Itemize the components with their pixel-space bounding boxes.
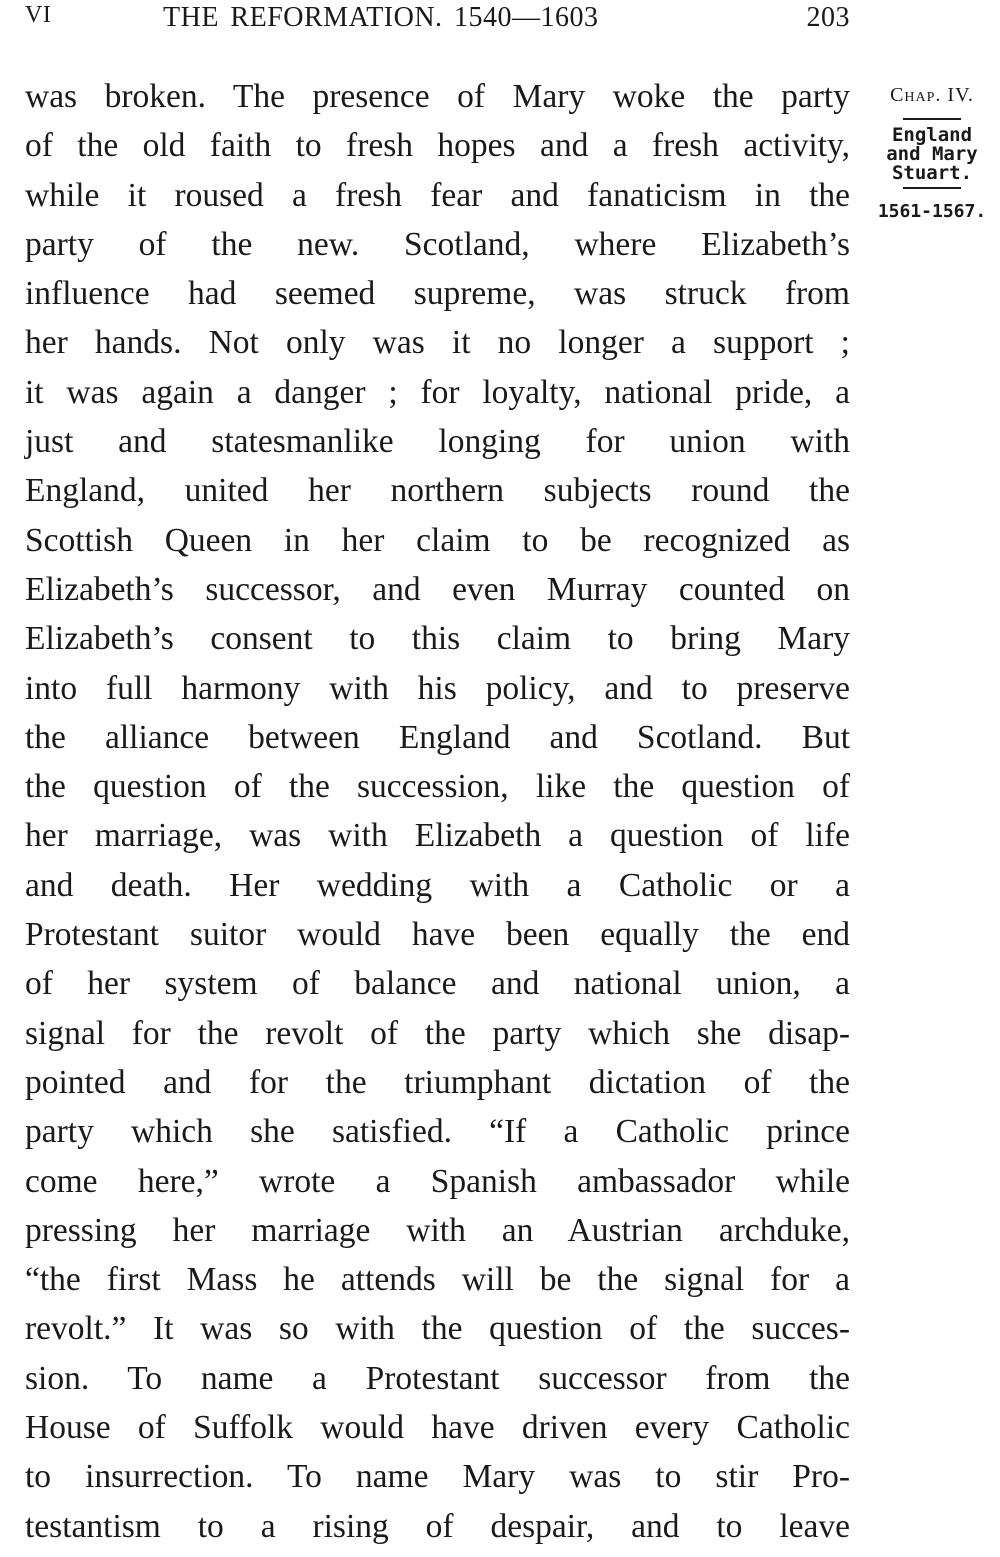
text-line: Protestant suitor would have been equally the end bbox=[25, 916, 850, 954]
text-line: House of Suffolk would have driven every Catholic bbox=[25, 1409, 850, 1447]
text-line: Elizabeth’s consent to this claim to bring Mary bbox=[25, 620, 850, 658]
topic-line: England bbox=[891, 124, 973, 146]
text-line: of the old faith to fresh hopes and a fresh activity, bbox=[25, 127, 850, 165]
text-line: while it roused a fresh fear and fanaticism in the bbox=[25, 176, 850, 214]
text-line: “the first Mass he attends will be the signal for a bbox=[25, 1261, 850, 1299]
text-line: influence had seemed supreme, was struck from bbox=[25, 275, 850, 313]
text-line: was broken. The presence of Mary woke the party bbox=[25, 78, 850, 115]
text-line: just and statesmanlike longing for union with bbox=[25, 423, 850, 461]
text-line: come here,” wrote a Spanish ambassador while bbox=[25, 1162, 850, 1200]
volume-number: VI bbox=[25, 2, 52, 28]
text-line: to insurrection. To name Mary was to stir Pro- bbox=[25, 1458, 850, 1496]
text-line: her hands. Not only was it no longer a support ; bbox=[25, 324, 850, 362]
text-line: Elizabeth’s successor, and even Murray counted on bbox=[25, 570, 850, 608]
text-line: her marriage, was with Elizabeth a question of life bbox=[25, 817, 850, 855]
topic-heading bbox=[872, 120, 992, 183]
running-title: THE REFORMATION. 1540—1603 bbox=[163, 2, 599, 33]
text-line: Scottish Queen in her claim to be recognized as bbox=[25, 521, 850, 559]
date-range: 1561-1567. bbox=[877, 201, 987, 222]
text-line: revolt.” It was so with the question of the succes- bbox=[25, 1310, 850, 1348]
text-line: the alliance between England and Scotland. But bbox=[25, 718, 850, 756]
body-text bbox=[25, 72, 850, 1551]
text-line: party which she satisfied. “If a Catholic prince bbox=[25, 1113, 850, 1151]
text-line: party of the new. Scotland, where Elizabeth’s bbox=[25, 225, 850, 263]
chapter-label: Chap. IV. bbox=[890, 84, 974, 106]
text-line: pointed and for the triumphant dictation of the bbox=[25, 1063, 850, 1101]
text-line: and death. Her wedding with a Catholic or a bbox=[25, 866, 850, 904]
topic-line: and Mary bbox=[886, 143, 978, 165]
running-header bbox=[25, 2, 850, 42]
text-line: the question of the succession, like the question of bbox=[25, 768, 850, 806]
text-line: of her system of balance and national union, a bbox=[25, 965, 850, 1003]
text-line: testantism to a rising of despair, and to leave bbox=[25, 1507, 850, 1545]
text-line: it was again a danger ; for loyalty, national pride, a bbox=[25, 373, 850, 411]
topic-line: Stuart. bbox=[891, 162, 973, 184]
text-line: into full harmony with his policy, and to preserve bbox=[25, 669, 850, 707]
text-line: England, united her northern subjects round the bbox=[25, 472, 850, 510]
page-number: 203 bbox=[806, 2, 850, 33]
margin-note bbox=[872, 84, 992, 222]
text-line: pressing her marriage with an Austrian archduke, bbox=[25, 1211, 850, 1249]
text-line: signal for the revolt of the party which she disap- bbox=[25, 1014, 850, 1052]
text-line: sion. To name a Protestant successor from the bbox=[25, 1359, 850, 1397]
